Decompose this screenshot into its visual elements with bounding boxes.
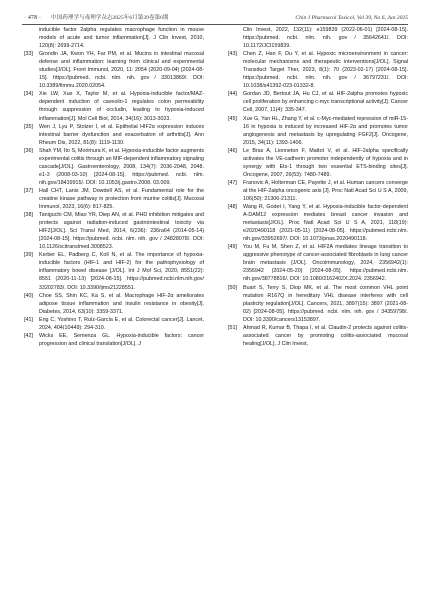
reference-item <box>24 187 204 211</box>
reference-item <box>24 292 204 316</box>
reference-number: [33] <box>24 51 33 58</box>
reference-number: [46] <box>228 147 237 154</box>
reference-number: [43] <box>228 51 237 58</box>
reference-continuation <box>24 26 204 50</box>
journal-title-cn: 中国药理学与毒理学杂志2025年6月第39卷第6期 <box>51 15 169 21</box>
reference-text: Shah YM, Ito S, Morimura K, et al. Hypoxia-inducible factor augments experimental colitis through an MIF-dependent inflammatory signaling cascade[J/OL]. Gastroenterology, 2008, 134(7): 2036-2048, 2048. e1-3 (2008-03-10) [2024-08-15]. https://pubmed. ncbi. nlm. nih.gov/18439915/. DOI: 10.1053/j.gastro.2008. 03.009. <box>39 147 204 186</box>
reference-text: Eng C, Yoshino T, Ruíz-García E, et al. Colorectal cancer[J]. Lancet, 2024, 404(10449): 294-310. <box>39 316 204 331</box>
reference-item <box>228 203 408 243</box>
reference-column-right <box>228 26 408 348</box>
reference-text: Le Bras A, Lionneton F, Mattot V, et al. HIF-2alpha specifically activates the VE-cadherin promoter independently of hypoxia and in synergy with Ets-1 through two essential ETS-binding sites[J]. Oncogene, 2007, 26(53): 7480-7489. <box>243 147 408 178</box>
reference-number: [44] <box>228 91 237 98</box>
reference-item <box>228 90 408 114</box>
header-rule <box>22 24 408 25</box>
reference-item <box>228 243 408 283</box>
reference-column-left <box>24 26 204 348</box>
reference-item <box>228 115 408 147</box>
reference-number: [42] <box>24 332 33 339</box>
reference-text: Buart S, Terry S, Diop MK, et al. The most common VHL point mutation R167Q in hereditary VHL disease interferes with cell plasticity regulation[J/OL]. Cancers, 2021, 3897(15): 3897 (2021-08-02) [2024-08-05]. https://pubmed. ncbi. nlm. nih. gov / 34359798/. DOI: 10.3390/cancers13153897. <box>243 284 408 323</box>
reference-text: Choe SS, Shin KC, Ka S, et al. Macrophage HIF-2α ameliorates adipose tissue inflammation and insulin resistance in obesity[J]. Diabetes, 2014, 63(10): 3359-3371. <box>39 292 204 315</box>
journal-title-en: Chin J Pharmacol Toxicol, Vol 39, No 6, Jun 2025 <box>295 15 408 21</box>
reference-item <box>24 90 204 122</box>
reference-text: Wen J, Lyu P, Stolzer I, et al. Epithelial HIF2α expression induces intestinal barrier dysfunction and exacerbation of arthritis[J]. Ann Rheum Dis, 2022, 81(8): 1119-1130. <box>39 123 204 146</box>
reference-number: [36] <box>24 147 33 154</box>
reference-item <box>24 50 204 90</box>
reference-number: [34] <box>24 91 33 98</box>
reference-number: [41] <box>24 316 33 323</box>
reference-item <box>24 211 204 251</box>
reference-number: [38] <box>24 212 33 219</box>
reference-item <box>228 179 408 203</box>
reference-number: [39] <box>24 252 33 259</box>
reference-continuation <box>228 26 408 50</box>
reference-item <box>228 324 408 348</box>
reference-number: [48] <box>228 204 237 211</box>
reference-number: [47] <box>228 179 237 186</box>
reference-text: Ahmad R, Kumar B, Thapa I, et al. Claudin-2 protects against colitis-associated cancer by promoting colitis-associated mucosal healing[J/OL]. J Clin Invest, <box>243 324 408 347</box>
reference-item <box>24 316 204 332</box>
reference-item <box>228 284 408 324</box>
reference-text: Franovic A, Holterman CE, Payette J, et al. Human cancers converge at the HIF-2alpha oncogenic axis [J]. Proc Natl Acad Sci U S A, 2009, 106(50): 21306-21311. <box>243 179 408 202</box>
reference-text: inducible factor 2alpha regulates macrophage function in mouse models of acute and tumor inflammation[J]. J Clin Invest, 2010, 120(8): 2699-2714. <box>39 27 204 50</box>
reference-text: You M, Fu M, Shen Z, et al. HIF2A mediates lineage transition to aggressive phenotype of cancer-associated fibroblasts in lung cancer brain metastasis [J/OL]. Oncoimmunology, 2024, 2356942(1): 2356942 (2024-05-20) [2024-08-05]. https://pubmed.ncbi.nlm. nih.gov/38778816/. DOI: 10.1080/2162402X.2024. 2356942. <box>243 244 408 283</box>
reference-text: Kerber EL, Padberg C, Koll N, et al. The importance of hypoxia-inducible factors (HIF-1 and HIF-2) for the pathophysiology of inflammatory bowel disease [J/OL]. Int J Mol Sci, 2020, 8551(22): 8551 (2020-11-13) [2024-08-15]. https://pubmed.ncbi.nlm.nih.gov/ 33202783/. DOI: 10.3390/ijms21228551. <box>39 252 204 291</box>
reference-number: [51] <box>228 324 237 331</box>
page-number: · 478 · <box>24 14 42 21</box>
reference-text: Taniguchi CM, Miao YR, Diep AN, et al. PHD inhibition mitigates and protects against radiation-induced gastrointestinal toxicity via HIF2[J/OL]. Sci Transl Med, 2014, 6(236): 236ra64 (2014-05-14) [2024-08-15]. https://pubmed. ncbi. nlm. nih. gov / 24828078/. DOI: 10.1126/scitranslmed.3008523. <box>39 212 204 251</box>
reference-item <box>228 50 408 90</box>
reference-item <box>24 123 204 147</box>
reference-item <box>24 147 204 187</box>
reference-text: Gordan JD, Bertout JA, Hu CJ, et al. HIF-2alpha promotes hypoxic cell proliferation by enhancing c-myc transcriptional activity[J]. Cancer Cell, 2007, 11(4): 335-347. <box>243 91 408 114</box>
reference-text: Clin Invest, 2022, 132(11): e159839 (2022-06-01) [2024-08-15]. https://pubmed. ncbi. nlm. nih. gov / 35642641/. DOI: 10.1172/JCI159839. <box>243 27 408 50</box>
reference-text: Grondin JA, Kwon YH, Far PM, et al. Mucins in intestinal mucosal defense and inflammation: learning from clinical and experimental studies[J/OL]. Front Immunol, 2020, 11: 2054 (2020-09-04) [2024-08-15]. https://pubmed. ncbi. nlm. nih. gov / 33013869/. DOI: 10.3389/fimmu.2020.02054. <box>39 51 204 90</box>
reference-text: Hall CHT, Lanis JM, Dowdell AS, et al. Fundamental role for the creatine kinase pathway in protection from murine colitis[J]. Mucosal Immunol, 2023, 16(6): 817-825. <box>39 187 204 211</box>
reference-number: [50] <box>228 284 237 291</box>
reference-item <box>24 332 204 348</box>
reference-text: Xue G, Yan HL, Zhang Y, et al. c-Myc-mediated repression of miR-15-16 in hypoxia is induced by increased HIF-2α and promotes tumor angiogenesis and metastasis by upregulating FGF2[J]. Oncogene, 2015, 34(11): 1393-1406. <box>243 115 408 146</box>
reference-text: Wicks EE, Semenza GL. Hypoxia-inducible factors: cancer progression and clinical translation[J/OL]. J <box>39 332 204 347</box>
reference-text: Wang R, Godet I, Yang Y, et al. Hypoxia-inducible factor-dependent A-DAM12 expression mediates breast cancer invasion and metastasis[J/OL]. Proc Natl Acad Sci U S A, 2021, 118(19): e2020490118 (2021-05-11) [2024-08-05]. https://pubmed.ncbi.nlm. nih.gov/33952697/. DOI: 10.1073/pnas.2020490118. <box>243 204 408 243</box>
reference-text: Chen Z, Han F, Du Y, et al. Hypoxic microenvironment in cancer: molecular mechanisms and therapeutic interventions[J/OL]. Signal Transduct Target Ther, 2023, 8(1): 70 (2023-02-17) [2024-08-15]. https://pubmed. ncbi. nlm. nih. gov / 36797231/. DOI: 10.1038/s41392-023-01332-8. <box>243 51 408 90</box>
reference-number: [40] <box>24 292 33 299</box>
reference-text: Xie LW, Xue X, Taylor M, et al. Hypoxia-inducible factor/MAZ-dependent induction of caveolin-1 regulates colon permeability through suppression of occludin, leading to hypoxia-induced inflammation[J]. Mol Cell Biol, 2014, 34(16): 3013-3023. <box>39 91 204 122</box>
reference-item <box>24 251 204 291</box>
reference-number: [35] <box>24 123 33 130</box>
reference-number: [49] <box>228 244 237 251</box>
reference-number: [37] <box>24 187 33 194</box>
running-header <box>24 13 408 21</box>
reference-number: [45] <box>228 115 237 122</box>
reference-item <box>228 147 408 179</box>
